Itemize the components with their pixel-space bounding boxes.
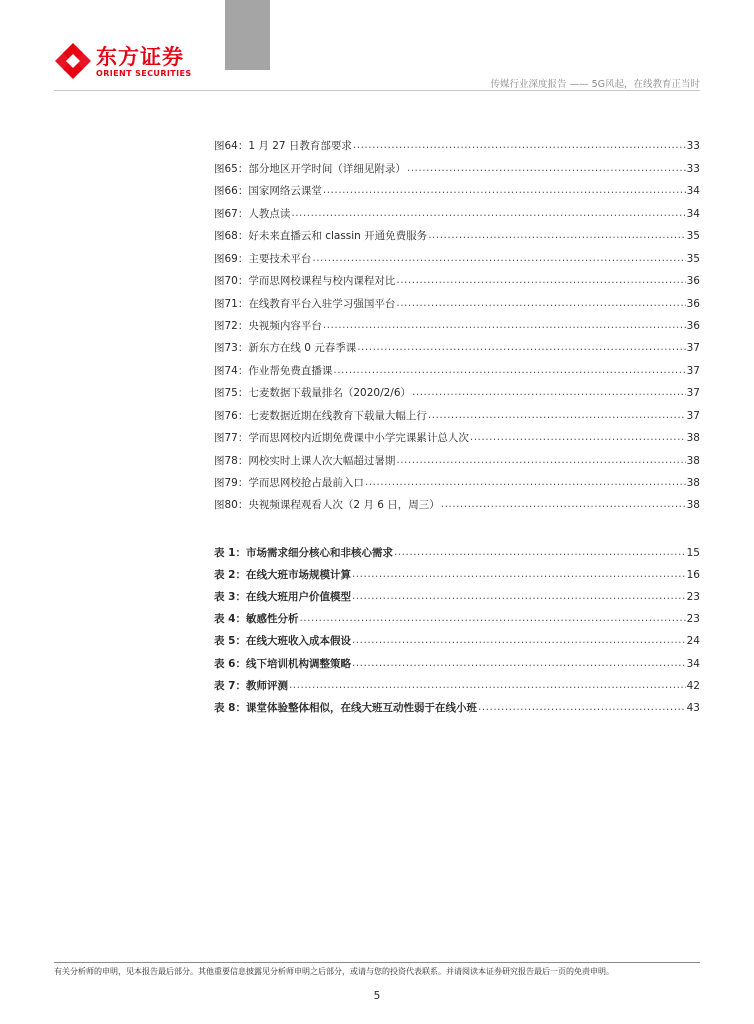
toc-entry-label: 表 6：线下培训机构调整策略 <box>214 657 351 670</box>
toc-row[interactable] <box>214 311 700 333</box>
toc-page-number: 33 <box>686 140 700 153</box>
toc-entry-label: 图69：主要技术平台 <box>214 252 312 265</box>
toc-row[interactable] <box>214 355 700 377</box>
toc-page-number: 35 <box>686 230 700 243</box>
toc-row[interactable] <box>214 198 700 220</box>
toc-row[interactable] <box>214 490 700 512</box>
toc-leader-dots <box>323 183 686 197</box>
logo-english-name: ORIENT SECURITIES <box>96 69 192 78</box>
toc-page-number: 34 <box>686 185 700 198</box>
toc-row[interactable] <box>214 131 700 153</box>
toc-row[interactable] <box>214 423 700 445</box>
toc-row[interactable] <box>214 333 700 355</box>
toc-page-number: 34 <box>686 207 700 220</box>
toc-row[interactable] <box>214 582 700 604</box>
toc-entry-label: 图73：新东方在线 0 元春季课 <box>214 342 357 355</box>
toc-entry-label: 表 1：市场需求细分核心和非核心需求 <box>214 547 393 560</box>
toc-page-number: 35 <box>686 252 700 265</box>
toc-entry-label: 图65：部分地区开学时间（详细见附录） <box>214 162 406 175</box>
toc-page-number: 23 <box>686 591 700 604</box>
toc-entry-label: 图75：七麦数据下载量排名（2020/2/6） <box>214 387 412 400</box>
toc-entry-label: 表 2：在线大班市场规模计算 <box>214 569 351 582</box>
toc-entry-label: 图72：央视频内容平台 <box>214 319 322 332</box>
figure-list <box>214 131 700 512</box>
toc-page-number: 37 <box>686 409 700 422</box>
toc-row[interactable] <box>214 626 700 648</box>
toc-leader-dots <box>291 206 685 220</box>
footer-divider <box>54 962 700 963</box>
toc-row[interactable] <box>214 176 700 198</box>
toc-page-number: 23 <box>686 613 700 626</box>
company-logo <box>54 40 224 86</box>
toc-page-number: 38 <box>686 477 700 489</box>
toc-entry-label: 表 4：敏感性分析 <box>214 613 299 626</box>
toc-leader-dots <box>396 453 685 467</box>
logo-mark-icon <box>54 42 92 80</box>
toc-entry-label: 图80：央视频课程观看人次（2 月 6 日，周三） <box>214 499 440 512</box>
toc-page-number: 36 <box>686 297 700 310</box>
toc-entry-label: 图67：人教点读 <box>214 207 291 220</box>
toc-row[interactable] <box>214 693 700 715</box>
toc-page-number: 36 <box>686 319 700 332</box>
toc-leader-dots <box>470 430 686 444</box>
toc-row[interactable] <box>214 560 700 582</box>
table-list <box>214 538 700 715</box>
toc-leader-dots <box>352 656 686 670</box>
toc-row[interactable] <box>214 221 700 243</box>
toc-page-number: 24 <box>686 635 700 648</box>
toc-page-number: 37 <box>686 342 700 355</box>
toc-entry-label: 表 3：在线大班用户价值模型 <box>214 591 351 604</box>
toc-row[interactable] <box>214 445 700 467</box>
toc-leader-dots <box>299 611 685 625</box>
toc-entry-label: 图64：1 月 27 日教育部要求 <box>214 140 352 153</box>
toc-row[interactable] <box>214 538 700 560</box>
toc-entry-label: 图79：学而思网校抢占最前入口 <box>214 477 364 489</box>
toc-entry-label: 表 7：教师评测 <box>214 679 288 692</box>
toc-leader-dots <box>357 340 685 354</box>
toc-page-number: 33 <box>686 162 700 175</box>
page-number: 5 <box>373 990 381 1002</box>
toc-row[interactable] <box>214 153 700 175</box>
toc-page-number: 38 <box>686 454 700 467</box>
toc-leader-dots <box>352 567 686 581</box>
toc-leader-dots <box>352 589 686 603</box>
toc-page-number: 42 <box>686 679 700 692</box>
toc-entry-label: 图78：网校实时上课人次大幅超过暑期 <box>214 454 396 467</box>
toc-row[interactable] <box>214 671 700 693</box>
toc-leader-dots <box>396 273 685 287</box>
toc-leader-dots <box>407 161 686 175</box>
toc-leader-dots <box>428 228 685 242</box>
toc-page-number: 15 <box>686 547 700 560</box>
toc-entry-label: 图71：在线教育平台入驻学习强国平台 <box>214 297 396 310</box>
toc-row[interactable] <box>214 400 700 422</box>
toc-row[interactable] <box>214 243 700 265</box>
footer-disclaimer: 有关分析师的申明，见本报告最后部分。其他重要信息披露见分析师申明之后部分，或请与您的投资代表联系。并请阅读本证券研究报告最后一页的免责申明。 <box>54 967 614 976</box>
toc-entry-label: 图76：七麦数据近期在线教育下载量大幅上行 <box>214 409 427 422</box>
toc-entry-label: 表 8：课堂体验整体相似，在线大班互动性弱于在线小班 <box>214 701 477 714</box>
toc-row[interactable] <box>214 648 700 670</box>
toc-page-number: 37 <box>686 387 700 400</box>
toc-page-number: 38 <box>686 499 700 512</box>
toc-row[interactable] <box>214 468 700 490</box>
toc-page-number: 16 <box>686 569 700 582</box>
toc-leader-dots <box>412 385 686 399</box>
toc-page-number: 37 <box>686 364 700 377</box>
toc-leader-dots <box>394 545 686 559</box>
toc-entry-label: 表 5：在线大班收入成本假设 <box>214 635 351 648</box>
report-title: 传媒行业深度报告 —— 5G风起，在线教育正当时 <box>490 79 700 90</box>
toc-leader-dots <box>289 678 686 692</box>
header-divider <box>54 90 700 91</box>
toc-row[interactable] <box>214 378 700 400</box>
toc-row[interactable] <box>214 266 700 288</box>
toc-page-number: 38 <box>686 432 700 445</box>
toc-leader-dots <box>478 700 686 714</box>
toc-entry-label: 图70：学而思网校课程与校内课程对比 <box>214 275 396 288</box>
toc-entry-label: 图77：学而思网校内近期免费课中小学完课累计总人次 <box>214 432 469 445</box>
toc-leader-dots <box>396 296 685 310</box>
header-decor-block <box>225 0 270 70</box>
toc-leader-dots <box>333 363 685 377</box>
toc-leader-dots <box>365 475 686 489</box>
toc-entry-label: 图68：好未来直播云和 classin 开通免费服务 <box>214 230 428 243</box>
toc-page-number: 36 <box>686 275 700 288</box>
toc-leader-dots <box>312 251 685 265</box>
toc-leader-dots <box>323 318 686 332</box>
toc-page-number: 43 <box>686 701 700 714</box>
toc-leader-dots <box>428 408 686 422</box>
toc-leader-dots <box>353 138 686 152</box>
toc-page-number: 34 <box>686 657 700 670</box>
toc-entry-label: 图74：作业帮免费直播课 <box>214 364 333 377</box>
logo-chinese-name: 东方证券 <box>96 45 184 69</box>
toc-leader-dots <box>441 497 686 511</box>
toc-row[interactable] <box>214 288 700 310</box>
toc-leader-dots <box>352 633 686 647</box>
toc-row[interactable] <box>214 604 700 626</box>
toc-entry-label: 图66：国家网络云课堂 <box>214 185 322 198</box>
